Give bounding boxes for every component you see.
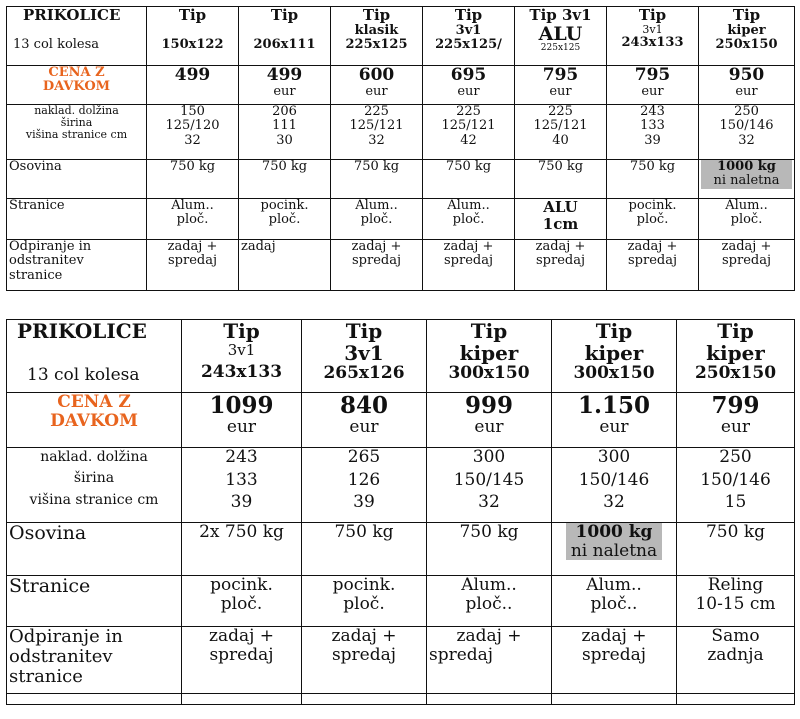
dim-value: 150/146 — [719, 118, 774, 134]
dim-value: 133 — [640, 118, 665, 134]
price-label: DAVKOM — [42, 79, 111, 95]
table-subtitle: 13 col kolesa — [13, 36, 100, 52]
sides-value: ploč. — [176, 212, 209, 228]
axle-cell — [147, 160, 239, 199]
opening-cell — [677, 627, 795, 694]
opening-value: Samo — [711, 626, 760, 646]
axle-value: 750 kg — [459, 522, 519, 542]
type-size: 206x111 — [253, 36, 316, 52]
dimensions-cell — [699, 105, 795, 160]
type-label: Tip — [454, 6, 483, 24]
sides-cell — [182, 576, 302, 627]
axle-value: 750 kg — [537, 159, 584, 174]
dim-value: 250 — [719, 447, 752, 467]
price-table-1 — [6, 6, 795, 291]
price-value: 799 — [711, 392, 760, 419]
type-size: 225x125/ — [435, 36, 502, 52]
opening-cell — [239, 240, 331, 291]
partial-row — [7, 694, 795, 705]
price-unit: eur — [457, 83, 480, 99]
type-size: 243x133 — [621, 34, 684, 50]
sides-value: Alum.. — [171, 198, 214, 213]
sides-cell — [427, 576, 552, 627]
sides-value: ploč. — [343, 593, 385, 614]
opening-value: spredaj — [535, 253, 585, 269]
type-label: Tip — [717, 319, 754, 343]
price-cell — [331, 66, 423, 105]
header-cell — [423, 7, 515, 66]
empty-cell — [677, 694, 795, 705]
price-label: CENA Z — [57, 392, 131, 412]
dim-value: 32 — [184, 132, 201, 148]
header-cell — [515, 7, 607, 66]
header-cell — [147, 7, 239, 66]
axle-label-cell — [7, 523, 182, 576]
sides-row — [7, 199, 795, 240]
price-cell — [515, 66, 607, 105]
dimensions-cell — [677, 448, 795, 523]
price-unit: eur — [641, 83, 664, 99]
axle-label: Osovina — [9, 522, 87, 544]
price-unit: eur — [273, 83, 296, 99]
opening-cell — [427, 627, 552, 694]
axle-cell — [239, 160, 331, 199]
price-value: 499 — [174, 65, 211, 85]
table-title: PRIKOLICE — [23, 6, 121, 24]
axle-cell — [699, 160, 795, 199]
price-cell — [427, 393, 552, 448]
dim-value: 300 — [597, 447, 631, 467]
dimensions-cell — [607, 105, 699, 160]
opening-cell — [147, 240, 239, 291]
price-cell — [677, 393, 795, 448]
type-label: Tip 3v1 — [529, 6, 592, 24]
opening-value: zadaj + — [627, 239, 678, 254]
axle-cell — [182, 523, 302, 576]
sides-value: 1cm — [542, 214, 579, 233]
opening-value: spredaj — [331, 644, 397, 665]
dim-value: 39 — [353, 492, 375, 513]
header-cell — [677, 320, 795, 393]
sides-cell — [147, 199, 239, 240]
opening-value: zadaj + — [721, 239, 772, 254]
type-model: kiper — [727, 22, 766, 38]
sides-value: pocink. — [628, 198, 677, 213]
opening-value: spredaj — [209, 644, 274, 665]
table-title: PRIKOLICE — [17, 319, 147, 343]
price-value: 950 — [728, 65, 765, 85]
dim-value: 32 — [603, 492, 625, 513]
axle-value: 2x 750 kg — [199, 522, 284, 542]
dim-value: 150 — [180, 104, 205, 119]
dim-value: 125/121 — [533, 118, 588, 134]
dim-label: naklad. dolžina — [40, 449, 148, 465]
price-value: 695 — [450, 65, 487, 85]
dimensions-label-cell — [7, 448, 182, 523]
price-cell — [147, 66, 239, 105]
dim-value: 111 — [272, 118, 297, 134]
axle-cell — [677, 523, 795, 576]
empty-cell — [552, 694, 677, 705]
opening-cell — [182, 627, 302, 694]
price-cell — [423, 66, 515, 105]
sides-value: Alum.. — [447, 198, 490, 213]
dim-value: 39 — [230, 492, 253, 513]
price-cell — [182, 393, 302, 448]
opening-label: Odpiranje in — [9, 239, 92, 254]
type-size: 225x125 — [540, 43, 581, 54]
sides-cell — [302, 576, 427, 627]
sides-value: Alum.. — [586, 575, 642, 595]
axle-value: 750 kg — [353, 159, 400, 174]
opening-value: spredaj — [429, 644, 494, 665]
opening-cell — [552, 627, 677, 694]
axle-cell — [331, 160, 423, 199]
dim-value: 243 — [640, 104, 665, 119]
opening-value: zadaj + — [331, 626, 397, 646]
type-model: kiper — [459, 341, 519, 365]
opening-value: spredaj — [581, 644, 647, 665]
dim-value: 40 — [552, 132, 569, 148]
dim-value: 150/145 — [453, 469, 525, 490]
type-model: ALU — [538, 22, 583, 45]
sides-value: ploč. — [452, 212, 485, 228]
price-value: 840 — [339, 392, 388, 419]
axle-value: 750 kg — [705, 522, 766, 542]
type-size: 300x150 — [573, 363, 655, 383]
sides-cell — [552, 576, 677, 627]
axle-label: Osovina — [9, 159, 62, 174]
title-cell — [7, 320, 182, 393]
sides-value: Reling — [707, 575, 764, 595]
opening-label: stranice — [9, 267, 63, 283]
type-label: Tip — [638, 6, 667, 24]
price-row — [7, 66, 795, 105]
axle-value-highlight: 1000 kg — [701, 160, 792, 174]
dim-label: širina — [60, 116, 93, 130]
price-table-2 — [6, 319, 795, 705]
opening-value: zadaj + — [456, 626, 522, 646]
sides-cell — [699, 199, 795, 240]
opening-label: Odpiranje in — [9, 626, 123, 647]
table-subtitle: 13 col kolesa — [27, 365, 140, 385]
header-cell — [699, 7, 795, 66]
axle-label-cell — [7, 160, 147, 199]
header-cell — [427, 320, 552, 393]
dim-value: 300 — [472, 447, 506, 467]
opening-value: spredaj — [627, 253, 677, 269]
price-unit: eur — [365, 83, 388, 99]
dimensions-cell — [182, 448, 302, 523]
sides-value: ploč. — [268, 212, 301, 228]
dim-value: 126 — [347, 469, 381, 490]
dim-value: 15 — [724, 492, 747, 513]
price-label-cell — [7, 66, 147, 105]
opening-cell — [331, 240, 423, 291]
header-cell — [552, 320, 677, 393]
sides-cell — [423, 199, 515, 240]
sides-value: Alum.. — [461, 575, 517, 595]
dim-value: 42 — [460, 132, 477, 148]
header-cell — [331, 7, 423, 66]
opening-label: odstranitev — [9, 253, 84, 269]
dim-label: višina stranice cm — [25, 128, 128, 142]
type-size: 250x150 — [715, 36, 778, 52]
opening-value: zadaj + — [208, 626, 275, 646]
price-row — [7, 393, 795, 448]
sides-cell — [515, 199, 607, 240]
price-cell — [302, 393, 427, 448]
axle-value: 750 kg — [261, 159, 308, 174]
header-cell — [182, 320, 302, 393]
price-value: 999 — [464, 392, 513, 419]
dimensions-cell — [331, 105, 423, 160]
price-unit: eur — [349, 417, 379, 438]
opening-label: stranice — [9, 665, 83, 687]
sides-label-cell — [7, 199, 147, 240]
type-model — [241, 24, 328, 38]
sides-value: ploč. — [636, 212, 669, 228]
dim-value: 250 — [734, 104, 759, 119]
type-size: 250x150 — [694, 363, 777, 383]
axle-cell — [423, 160, 515, 199]
opening-value: zadaj + — [535, 239, 586, 254]
price-value: 499 — [266, 65, 303, 85]
dim-value: 150/146 — [700, 469, 771, 490]
sides-cell — [239, 199, 331, 240]
axle-value: 750 kg — [629, 159, 676, 174]
opening-value: zadaj — [241, 239, 276, 254]
sides-value: ploč. — [360, 212, 393, 228]
sides-value: pocink. — [260, 198, 309, 213]
type-label: Tip — [595, 319, 633, 343]
type-label: Tip — [362, 6, 391, 24]
opening-value: zadnja — [707, 644, 764, 665]
sides-value: ploč. — [220, 593, 263, 614]
dim-value: 265 — [347, 447, 381, 467]
price-cell — [552, 393, 677, 448]
type-label: Tip — [270, 6, 299, 24]
dim-value: 32 — [738, 132, 755, 148]
price-value: 1.150 — [577, 392, 651, 419]
opening-value: spredaj — [351, 253, 401, 269]
sides-value: pocink. — [210, 575, 273, 595]
price-label-cell — [7, 393, 182, 448]
dim-value: 39 — [644, 132, 661, 148]
type-model — [149, 24, 236, 38]
axle-value: 750 kg — [169, 159, 216, 174]
sides-value: ploč.. — [465, 593, 513, 614]
type-model: 3v1 — [455, 22, 482, 38]
axle-value-highlight: 1000 kg — [566, 523, 662, 542]
header-cell — [302, 320, 427, 393]
opening-cell — [607, 240, 699, 291]
axle-cell — [302, 523, 427, 576]
sides-label-cell — [7, 576, 182, 627]
sides-cell — [677, 576, 795, 627]
price-unit: eur — [735, 83, 758, 99]
type-size: 265x126 — [323, 363, 405, 383]
dim-label: širina — [73, 470, 115, 487]
dimensions-cell — [147, 105, 239, 160]
type-label: Tip — [223, 319, 260, 343]
axle-cell — [515, 160, 607, 199]
opening-value: zadaj + — [581, 626, 647, 646]
axle-value: 750 kg — [445, 159, 492, 174]
type-label: Tip — [732, 6, 761, 24]
empty-cell — [427, 694, 552, 705]
axle-row — [7, 523, 795, 576]
price-value: 795 — [542, 65, 579, 85]
type-size: 243x133 — [200, 361, 283, 382]
dimensions-cell — [515, 105, 607, 160]
empty-cell — [7, 694, 182, 705]
axle-note-highlight: ni naletna — [566, 542, 662, 561]
type-model: klasik — [354, 22, 399, 38]
opening-value: zadaj + — [443, 239, 494, 254]
opening-value: spredaj — [721, 253, 771, 269]
price-cell — [239, 66, 331, 105]
opening-row — [7, 627, 795, 694]
opening-row — [7, 240, 795, 291]
title-cell — [7, 7, 147, 66]
opening-cell — [423, 240, 515, 291]
price-unit: eur — [549, 83, 572, 99]
dim-value: 125/121 — [441, 118, 496, 134]
sides-label: Stranice — [9, 198, 65, 213]
type-size: 225x125 — [345, 36, 408, 52]
header-cell — [239, 7, 331, 66]
price-cell — [699, 66, 795, 105]
dim-value: 150/146 — [578, 469, 650, 490]
sides-label: Stranice — [9, 575, 91, 597]
sides-value: 10-15 cm — [695, 593, 776, 614]
axle-cell — [607, 160, 699, 199]
dim-value: 125/120 — [165, 118, 220, 134]
dimensions-row — [7, 448, 795, 523]
sides-value: ploč.. — [590, 593, 638, 614]
axle-cell — [427, 523, 552, 576]
dimensions-label-cell — [7, 105, 147, 160]
dim-value: 30 — [276, 132, 293, 148]
dim-value: 125/121 — [349, 118, 404, 134]
dim-value: 243 — [225, 447, 258, 467]
dimensions-cell — [239, 105, 331, 160]
axle-value: 750 kg — [334, 522, 394, 542]
axle-row — [7, 160, 795, 199]
price-value: 1099 — [209, 392, 274, 419]
dim-value: 225 — [548, 104, 573, 119]
axle-note-highlight: ni naletna — [701, 174, 792, 188]
dim-value: 206 — [272, 104, 297, 119]
dimensions-cell — [423, 105, 515, 160]
opening-value: zadaj + — [351, 239, 402, 254]
empty-cell — [182, 694, 302, 705]
header-cell — [607, 7, 699, 66]
price-unit: eur — [599, 417, 629, 438]
type-size: 300x150 — [448, 363, 530, 383]
header-row — [7, 7, 795, 66]
sides-value: ALU — [543, 198, 578, 216]
opening-value: zadaj + — [167, 239, 218, 254]
dim-value: 225 — [364, 104, 389, 119]
opening-value: spredaj — [443, 253, 493, 269]
opening-cell — [515, 240, 607, 291]
type-label: Tip — [178, 6, 207, 24]
opening-cell — [699, 240, 795, 291]
sides-value: ploč. — [730, 212, 763, 228]
type-model: 3v1 — [227, 341, 256, 359]
type-label: Tip — [470, 319, 508, 343]
sides-row — [7, 576, 795, 627]
type-label: Tip — [345, 319, 383, 343]
sides-value: Alum.. — [725, 198, 768, 213]
price-value: 795 — [634, 65, 671, 85]
opening-label-cell — [7, 627, 182, 694]
dimensions-cell — [302, 448, 427, 523]
type-model: kiper — [706, 341, 765, 365]
type-size: 150x122 — [161, 36, 224, 52]
price-label: DAVKOM — [50, 410, 138, 431]
dim-value: 32 — [478, 492, 500, 513]
price-cell — [607, 66, 699, 105]
dim-value: 133 — [225, 469, 258, 490]
opening-label: odstranitev — [9, 645, 113, 667]
sides-cell — [607, 199, 699, 240]
type-model: 3v1 — [344, 341, 384, 365]
price-label: CENA Z — [48, 65, 105, 80]
price-unit: eur — [474, 417, 504, 438]
price-unit: eur — [720, 417, 751, 438]
dim-label: višina stranice cm — [29, 491, 159, 508]
dim-value: 32 — [368, 132, 385, 148]
type-model: kiper — [584, 341, 644, 365]
sides-value: pocink. — [332, 575, 396, 595]
price-unit: eur — [226, 417, 257, 438]
header-row — [7, 320, 795, 393]
dim-label: naklad. dolžina — [34, 104, 119, 117]
dimensions-cell — [552, 448, 677, 523]
opening-label-cell — [7, 240, 147, 291]
type-model: 3v1 — [642, 22, 663, 36]
axle-cell — [552, 523, 677, 576]
sides-value: Alum.. — [355, 198, 398, 213]
dimensions-row — [7, 105, 795, 160]
opening-cell — [302, 627, 427, 694]
opening-value: spredaj — [167, 253, 217, 269]
dimensions-cell — [427, 448, 552, 523]
price-value: 600 — [358, 65, 395, 85]
empty-cell — [302, 694, 427, 705]
sides-cell — [331, 199, 423, 240]
dim-value: 225 — [456, 104, 481, 119]
